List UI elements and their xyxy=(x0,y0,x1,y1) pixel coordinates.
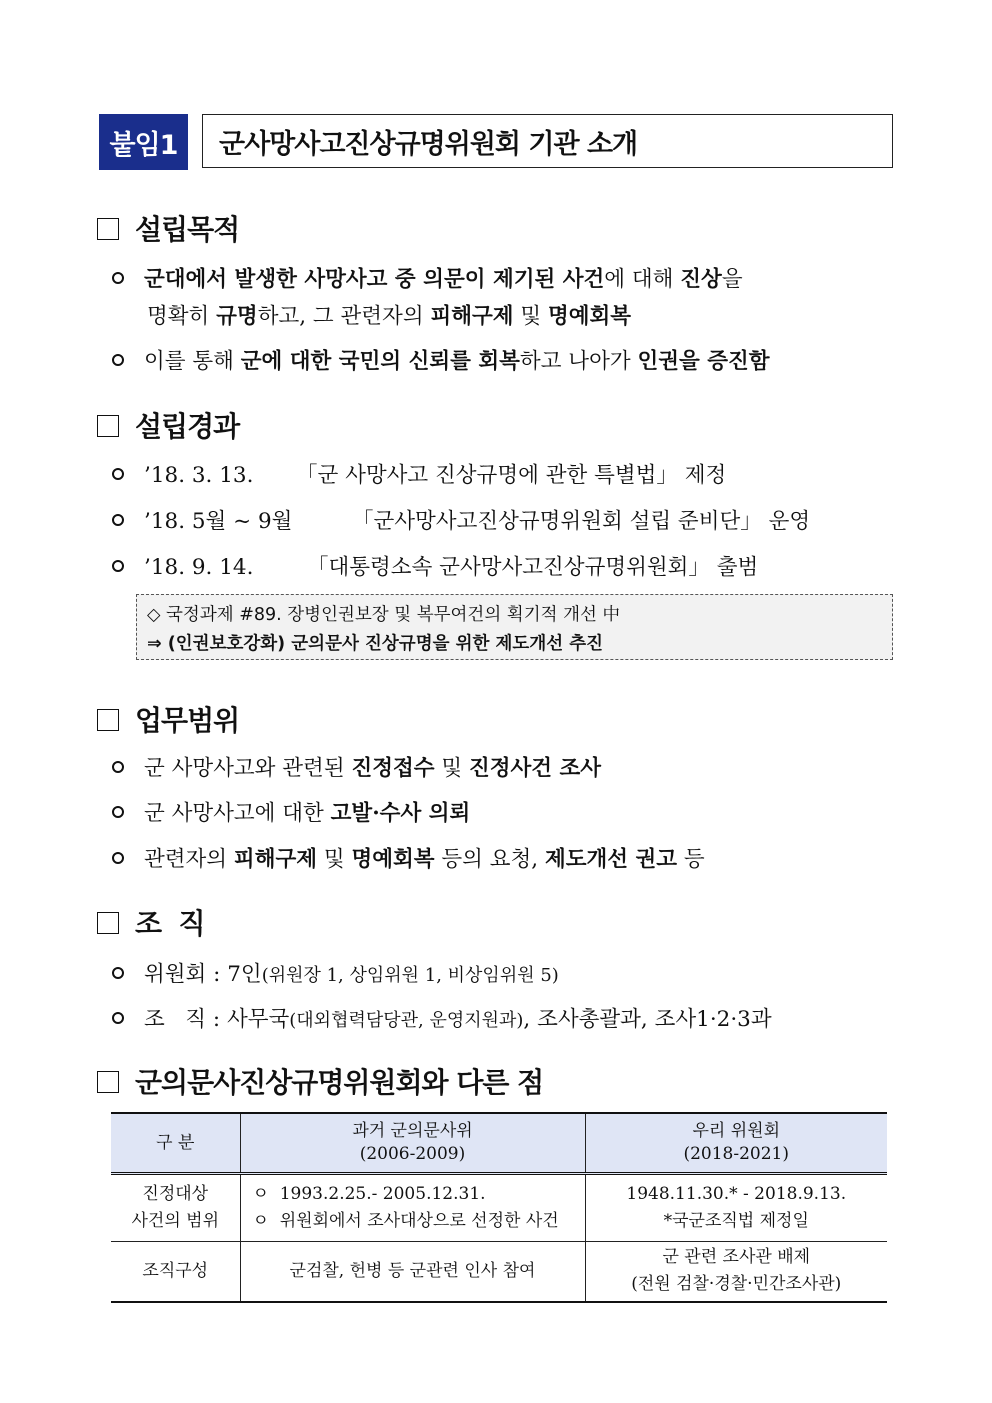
value: , 조사총괄과, 조사1·2·3과 xyxy=(523,1007,772,1032)
text: 및 xyxy=(317,847,352,872)
our-org-cell xyxy=(585,1242,887,1302)
circle-bullet-icon xyxy=(112,806,124,818)
row-label: 조직구성 xyxy=(111,1242,240,1302)
bold-text: 진정사건 조사 xyxy=(468,756,602,781)
text: 군 사망사고에 대한 xyxy=(144,801,331,826)
purpose-bullet-1 xyxy=(112,262,743,293)
label: 조 직 : xyxy=(144,1007,227,1032)
attachment-badge: 붙임1 xyxy=(99,114,188,170)
text: 에 대해 xyxy=(604,267,681,292)
cell-text: ㅇ 위원회에서 조사대상으로 선정한 사건 xyxy=(252,1211,559,1231)
detail: (대외협력담당관, 운영지원과) xyxy=(289,1010,524,1031)
section-heading-text: 군의문사진상규명위원회와 다른 점 xyxy=(135,1066,544,1099)
scope-bullet-2 xyxy=(112,796,470,827)
header-our-committee xyxy=(585,1113,887,1174)
scope-bullet-3 xyxy=(112,842,705,873)
text: 하고, 그 관련자의 xyxy=(257,304,431,329)
note-line-2: ⇒ (인권보호강화) 군의문사 진상규명을 위한 제도개선 추진 xyxy=(147,634,604,654)
cell-text: *국군조직법 제정일 xyxy=(663,1211,809,1231)
past-scope-cell xyxy=(240,1174,585,1242)
header-past-committee xyxy=(240,1113,585,1174)
document-title xyxy=(202,114,893,168)
row-label xyxy=(111,1174,240,1242)
table-row xyxy=(111,1242,887,1302)
national-agenda-note xyxy=(136,594,893,660)
history-text: 「대통령소속 군사망사고진상규명위원회」 출범 xyxy=(307,555,759,580)
history-date: ’18. 9. 14. xyxy=(144,555,254,580)
cell-text: 진정대상 xyxy=(142,1183,209,1204)
bold-text: 명예회복 xyxy=(547,304,632,329)
header-text: 우리 위원회 xyxy=(692,1121,780,1142)
text: 이를 통해 xyxy=(144,349,241,374)
circle-bullet-icon xyxy=(112,272,124,284)
text: 및 xyxy=(513,304,548,329)
cell-text: 사건의 범위 xyxy=(131,1211,219,1231)
bold-text: 고발·수사 의뢰 xyxy=(330,801,471,826)
circle-bullet-icon xyxy=(112,468,124,480)
section-heading-text: 설립목적 xyxy=(135,213,240,246)
history-date: ’18. 5월 ~ 9월 xyxy=(144,509,293,534)
history-date: ’18. 3. 13. xyxy=(144,463,254,488)
section-heading-history xyxy=(97,405,239,445)
checkbox-square-icon xyxy=(97,912,119,934)
section-heading-diff xyxy=(97,1061,543,1101)
circle-bullet-icon xyxy=(112,560,124,572)
text: 등 xyxy=(677,847,705,872)
org-bullet-structure xyxy=(112,1002,772,1033)
org-bullet-committee xyxy=(112,957,559,988)
text: 등의 요청, xyxy=(434,847,545,872)
text: 하고 나아가 xyxy=(519,349,638,374)
our-scope-cell xyxy=(585,1174,887,1242)
circle-bullet-icon xyxy=(112,1012,124,1024)
history-text: 「군 사망사고 진상규명에 관한 특별법」 제정 xyxy=(296,463,727,488)
bold-text: 군에 대한 국민의 신뢰를 회복 xyxy=(240,349,520,374)
history-item-3 xyxy=(112,550,758,581)
history-text: 「군사망사고진상규명위원회 설립 준비단」 운영 xyxy=(352,509,811,534)
scope-bullet-1 xyxy=(112,751,601,782)
circle-bullet-icon xyxy=(112,967,124,979)
circle-bullet-icon xyxy=(112,852,124,864)
header-text: 과거 군의문사위 xyxy=(352,1121,473,1142)
table-row xyxy=(111,1174,887,1242)
checkbox-square-icon xyxy=(97,1071,119,1093)
value: 7인 xyxy=(227,962,262,987)
cell-text: 군 관련 조사관 배제 xyxy=(662,1247,811,1268)
table-header-row xyxy=(111,1113,887,1174)
header-category: 구 분 xyxy=(111,1113,240,1174)
history-item-2 xyxy=(112,504,810,535)
circle-bullet-icon xyxy=(112,354,124,366)
cell-text: ㅇ 1993.2.25.- 2005.12.31. xyxy=(252,1183,486,1204)
text: 및 xyxy=(434,756,469,781)
bold-text: 제도개선 권고 xyxy=(544,847,678,872)
checkbox-square-icon xyxy=(97,218,119,240)
cell-text: 1948.11.30.* - 2018.9.13. xyxy=(626,1183,847,1204)
comparison-table xyxy=(111,1112,887,1303)
header-period: (2006-2009) xyxy=(359,1144,466,1164)
bold-text: 진상 xyxy=(680,267,722,292)
text: 을 xyxy=(721,267,743,292)
detail: (위원장 1, 상임위원 1, 비상임위원 5) xyxy=(261,965,559,986)
section-heading-text: 조 직 xyxy=(135,907,205,940)
bold-text: 피해구제 xyxy=(430,304,514,329)
section-heading-purpose xyxy=(97,208,239,248)
circle-bullet-icon xyxy=(112,514,124,526)
history-item-1 xyxy=(112,458,726,489)
section-heading-text: 업무범위 xyxy=(135,704,240,737)
checkbox-square-icon xyxy=(97,709,119,731)
circle-bullet-icon xyxy=(112,761,124,773)
header-period: (2018-2021) xyxy=(683,1144,790,1164)
section-heading-org xyxy=(97,902,205,942)
purpose-bullet-2 xyxy=(112,344,770,375)
bold-text: 명예회복 xyxy=(351,847,435,872)
bold-text: 규명 xyxy=(216,304,258,329)
text: 명확히 xyxy=(147,304,217,329)
document-title-text: 군사망사고진상규명위원회 기관 소개 xyxy=(219,128,638,160)
text: 군 사망사고와 관련된 xyxy=(144,756,352,781)
purpose-bullet-1-continued xyxy=(147,299,631,330)
section-heading-scope xyxy=(97,699,239,739)
note-line-1: ◇ 국정과제 #89. 장병인권보장 및 복무여건의 획기적 개선 中 xyxy=(147,605,620,625)
bold-text: 군대에서 발생한 사망사고 중 의문이 제기된 사건 xyxy=(144,267,605,292)
past-org-cell: 군검찰, 헌병 등 군관련 인사 참여 xyxy=(240,1242,585,1302)
cell-text: (전원 검찰·경찰·민간조사관) xyxy=(631,1274,842,1295)
bold-text: 인권을 증진함 xyxy=(637,349,770,374)
section-heading-text: 설립경과 xyxy=(135,410,240,443)
text: 관련자의 xyxy=(144,847,234,872)
label: 위원회 : xyxy=(144,962,228,987)
bold-text: 진정접수 xyxy=(351,756,435,781)
bold-text: 피해구제 xyxy=(233,847,317,872)
value: 사무국 xyxy=(226,1007,290,1032)
checkbox-square-icon xyxy=(97,415,119,437)
